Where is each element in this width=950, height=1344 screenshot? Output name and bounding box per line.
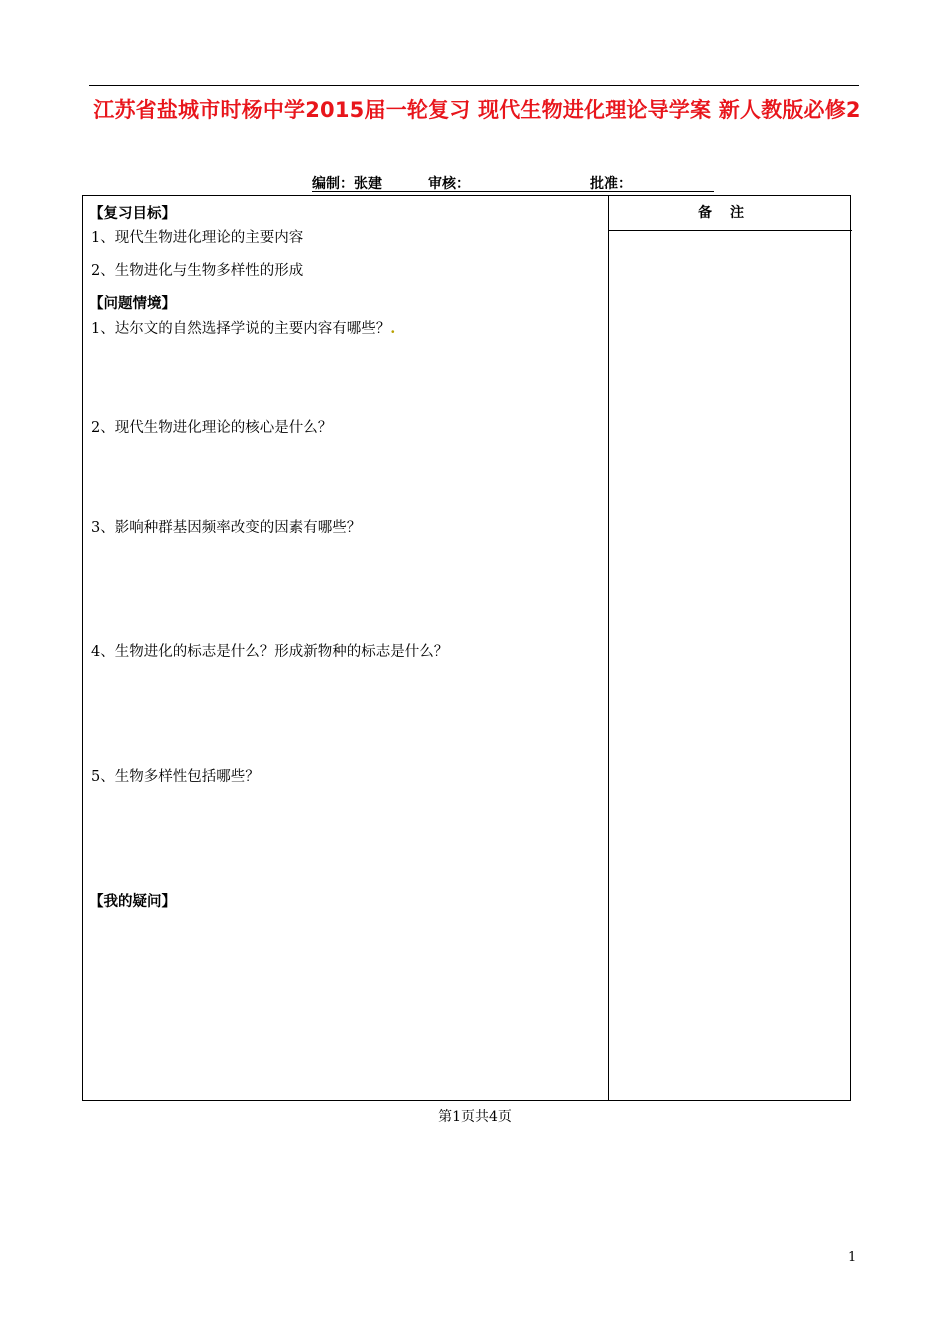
question-item: 4、生物进化的标志是什么？形成新物种的标志是什么？ xyxy=(91,644,449,660)
question-item: 5、生物多样性包括哪些？ xyxy=(91,769,260,785)
review-goal-item: 2、生物进化与生物多样性的形成 xyxy=(91,263,304,279)
notes-heading: 备注 xyxy=(698,205,762,221)
question-text: 1、达尔文的自然选择学说的主要内容有哪些？ xyxy=(91,321,391,337)
notes-header-divider xyxy=(608,230,852,231)
editor-label: 编制：张建 xyxy=(312,176,382,192)
review-goals-heading: 【复习目标】 xyxy=(89,206,176,222)
column-divider xyxy=(608,196,609,1100)
problem-context-heading: 【问题情境】 xyxy=(89,296,176,312)
review-goal-item: 1、现代生物进化理论的主要内容 xyxy=(91,230,304,246)
reviewer-label: 审核： xyxy=(428,176,470,192)
header-rule xyxy=(89,85,859,86)
author-line xyxy=(312,172,714,192)
worksheet-table xyxy=(82,195,851,1101)
page-number: 1 xyxy=(848,1250,857,1265)
my-questions-heading: 【我的疑问】 xyxy=(89,894,176,910)
question-item: 3、影响种群基因频率改变的因素有哪些？ xyxy=(91,520,362,536)
page-info: 第1页共4页 xyxy=(438,1109,512,1125)
marker-dot: . xyxy=(390,320,396,337)
question-item: 2、现代生物进化理论的核心是什么？ xyxy=(91,420,333,436)
document-title: 江苏省盐城市时杨中学2015届一轮复习 现代生物进化理论导学案 新人教版必修2 xyxy=(93,98,861,122)
approver-label: 批准： xyxy=(590,176,632,192)
question-item xyxy=(91,317,395,338)
